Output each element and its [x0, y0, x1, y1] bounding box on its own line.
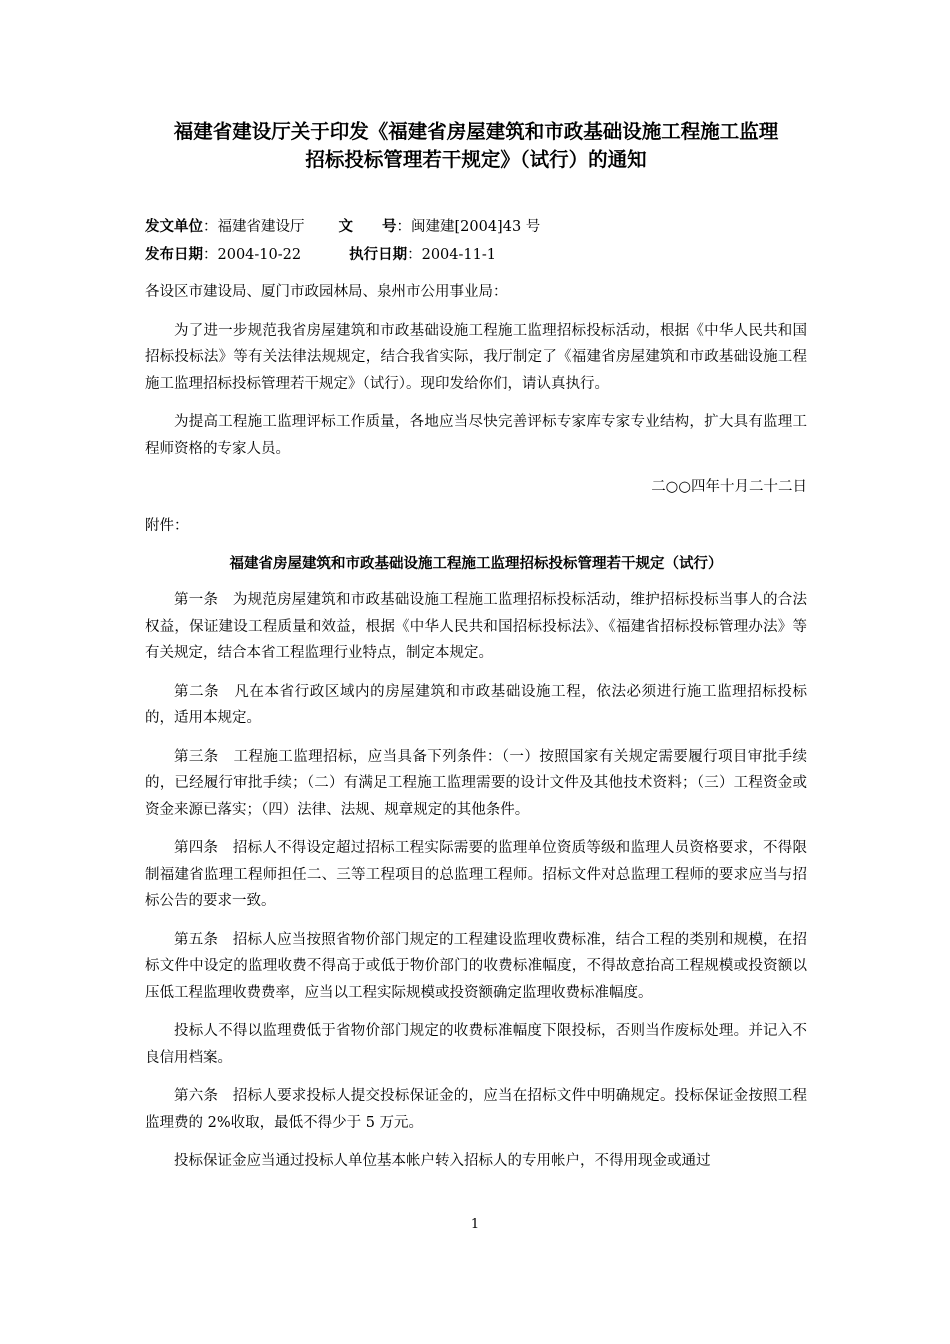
- title-line-2: 招标投标管理若干规定》（试行）的通知: [305, 148, 647, 171]
- title-line-1: 福建省建设厅关于印发《福建省房屋建筑和市政基础设施工程施工监理: [173, 120, 779, 143]
- body-paragraph: 为提高工程施工监理评标工作质量，各地应当尽快完善评标专家库专家专业结构，扩大具有监理工程师资格的专家人员。: [145, 414, 807, 457]
- doc-number-label: 文 号: [338, 219, 397, 235]
- attachment-title: 福建省房屋建筑和市政基础设施工程施工监理招标投标管理若干规定（试行）: [229, 556, 723, 572]
- attachment-label: 附件：: [145, 517, 189, 534]
- issuer-label: 发文单位: [145, 219, 203, 235]
- article-paragraph: 第六条 招标人要求投标人提交投标保证金的，应当在招标文件中明确规定。投标保证金按照工程监理费的 2%收取，最低不得少于 5 万元。: [145, 1088, 807, 1131]
- issuer-value: ：福建省建设厅: [203, 219, 305, 235]
- publish-date-value: ：2004-10-22: [203, 247, 302, 263]
- article-paragraph: 第四条 招标人不得设定超过招标工程实际需要的监理单位资质等级和监理人员资格要求，不得限制福建省监理工程师担任二、三等工程项目的总监理工程师。招标文件对总监理工程师的要求应当与招标公告的要求一致。: [145, 840, 807, 909]
- meta-row-dates: [145, 241, 807, 269]
- body-paragraph: 为了进一步规范我省房屋建筑和市政基础设施工程施工监理招标投标活动，根据《中华人民共和国招标投标法》等有关法律法规规定，结合我省实际，我厅制定了《福建省房屋建筑和市政基础设施工程施工监理招标投标管理若干规定》（试行）。现印发给你们，请认真执行。: [145, 322, 807, 392]
- article-paragraph: 投标人不得以监理费低于省物价部门规定的收费标准幅度下限投标，否则当作废标处理。并记入不良信用档案。: [145, 1023, 807, 1066]
- publish-date-label: 发布日期: [145, 247, 203, 263]
- effective-date-label: 执行日期: [349, 247, 408, 263]
- doc-number-value: ：闽建建[2004]43 号: [396, 219, 541, 235]
- article-paragraph: 投标保证金应当通过投标人单位基本帐户转入招标人的专用帐户，不得用现金或通过: [174, 1153, 711, 1169]
- document-title: [145, 118, 807, 174]
- article-paragraph: 第一条 为规范房屋建筑和市政基础设施工程施工监理招标投标活动，维护招标投标当事人的合法权益，保证建设工程质量和效益，根据《中华人民共和国招标投标法》、《福建省招标投标管理办法》等有关规定，结合本省工程监理行业特点，制定本规定。: [145, 592, 807, 661]
- document-date: 二○○四年十月二十二日: [651, 479, 807, 495]
- article-paragraph: 第五条 招标人应当按照省物价部门规定的工程建设监理收费标准，结合工程的类别和规模，在招标文件中设定的监理收费不得高于或低于物价部门的收费标准幅度，不得故意抬高工程规模或投资额以压低工程监理收费费率，应当以工程实际规模或投资额确定监理收费标准幅度。: [145, 931, 807, 1001]
- effective-date-value: ：2004-11-1: [407, 247, 496, 263]
- article-paragraph: 第二条 凡在本省行政区域内的房屋建筑和市政基础设施工程，依法必须进行施工监理招标投标的，适用本规定。: [145, 683, 807, 726]
- page-number: 1: [470, 1217, 480, 1232]
- document-meta: [145, 213, 807, 269]
- document-content: [145, 118, 807, 1175]
- article-paragraph: 第三条 工程施工监理招标，应当具备下列条件：（一）按照国家有关规定需要履行项目审批手续的，已经履行审批手续；（二）有满足工程施工监理需要的设计文件及其他技术资料；（三）工程资金或资金来源已落实；（四）法律、法规、规章规定的其他条件。: [145, 748, 807, 818]
- meta-row-issuer: [145, 213, 807, 241]
- addressee: 各设区市建设局、厦门市政园林局、泉州市公用事业局：: [145, 284, 508, 300]
